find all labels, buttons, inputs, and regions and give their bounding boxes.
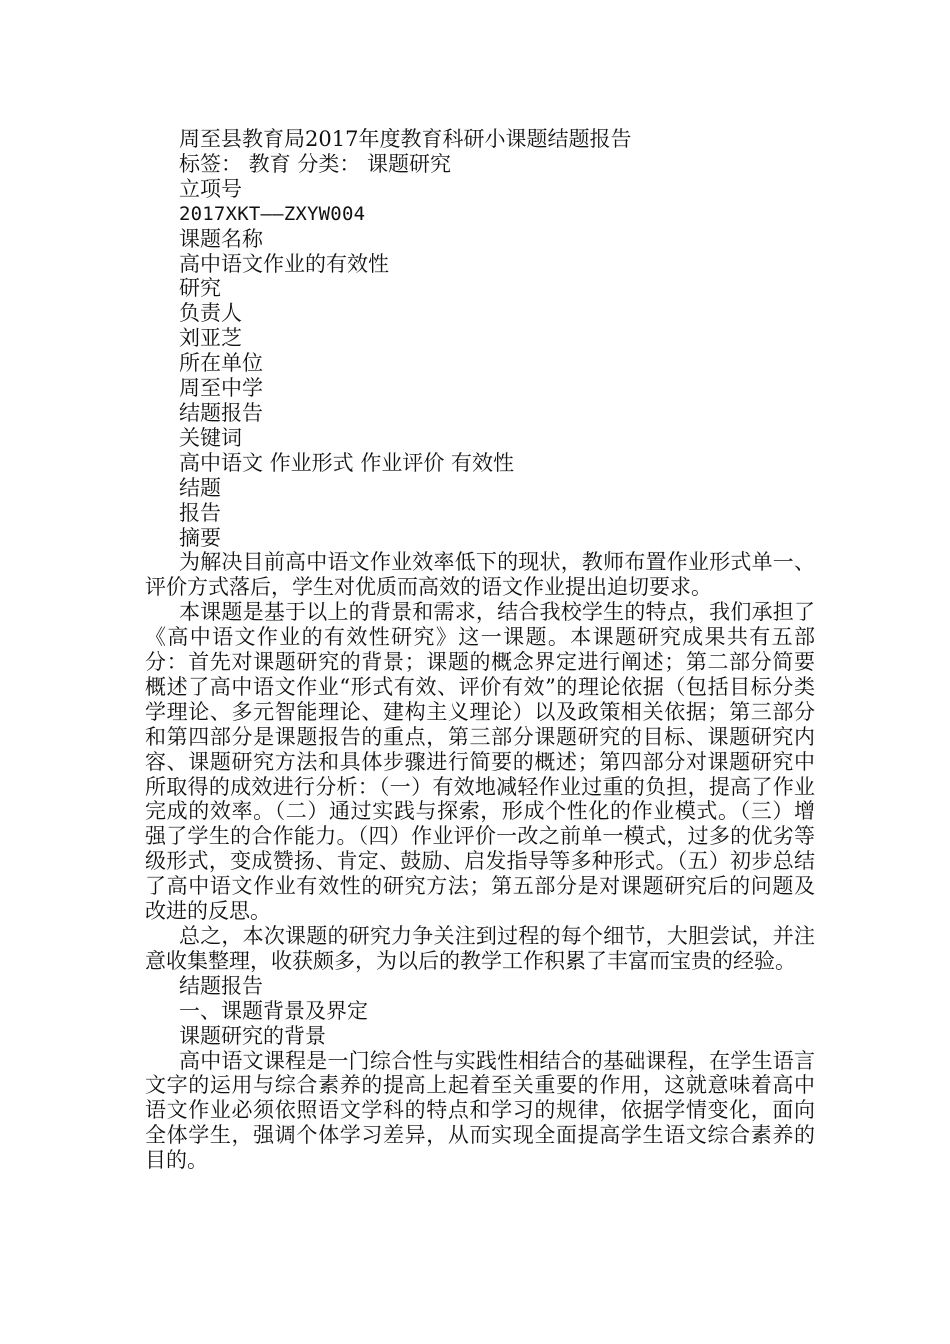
meta-line: 标签： 教育 分类： 课题研究 [179, 151, 452, 176]
field-value-leader: 刘亚芝 [179, 326, 242, 351]
section-heading: 一、课题背景及界定 [179, 998, 368, 1023]
field-label-report-2: 报告 [179, 500, 221, 525]
field-value-project-name: 高中语文作业的有效性 [179, 251, 389, 276]
abstract-paragraph: 总之，本次课题的研究力争关注到过程的每个细节，大胆尝试，并注意收集整理，收获颇多，为以后的教学工作积累了丰富而宝贵的经验。 [145, 924, 815, 973]
field-value-keywords: 高中语文 作业形式 作业评价 有效性 [179, 450, 515, 475]
field-label-abstract: 摘要 [179, 525, 221, 550]
field-label-keywords: 关键词 [179, 425, 242, 450]
body-paragraph: 高中语文课程是一门综合性与实践性相结合的基础课程，在学生语言文字的运用与综合素养的提高上起着至关重要的作用，这就意味着高中语文作业必须依照语文学科的特点和学习的规律，依据学情变化，面向全体学生，强调个体学习差异，从而实现全面提高学生语文综合素养的目的。 [145, 1048, 815, 1173]
document-body [145, 127, 815, 1173]
field-label-research: 研究 [179, 276, 221, 301]
report-heading: 结题报告 [179, 973, 263, 998]
document-title: 周至县教育局2017年度教育科研小课题结题报告 [179, 127, 632, 151]
field-label-project-name: 课题名称 [179, 226, 263, 251]
abstract-paragraph: 本课题是基于以上的背景和需求，结合我校学生的特点，我们承担了《高中语文作业的有效性研究》这一课题。本课题研究成果共有五部分：首先对课题研究的背景；课题的概念界定进行阐述；第二部分简要概述了高中语文作业“形式有效、评价有效”的理论依据（包括目标分类学理论、多元智能理论、建构主义理论）以及政策相关依据；第三部分和第四部分是课题报告的重点，第三部分课题研究的目标、课题研究内容、课题研究方法和具体步骤进行简要的概述；第四部分对课题研究中所取得的成效进行分析：（一）有效地减轻作业过重的负担，提高了作业完成的效率。（二）通过实践与探索，形成个性化的作业模式。（三）增强了学生的合作能力。（四）作业评价一改之前单一模式，过多的优劣等级形式，变成赞扬、肯定、鼓励、启发指导等多种形式。（五）初步总结了高中语文作业有效性的研究方法；第五部分是对课题研究后的问题及改进的反思。 [145, 600, 815, 924]
field-label-unit: 所在单位 [179, 351, 263, 376]
field-label-project-number: 立项号 [179, 176, 242, 201]
field-label-leader: 负责人 [179, 301, 242, 326]
field-value-project-number: 2017XKT——ZXYW004 [179, 202, 366, 225]
field-label-report: 结题报告 [179, 400, 263, 425]
field-value-unit: 周至中学 [179, 376, 263, 401]
subsection-heading: 课题研究的背景 [179, 1023, 326, 1048]
abstract-paragraph: 为解决目前高中语文作业效率低下的现状，教师布置作业形式单一、评价方式落后，学生对优质而高效的语文作业提出迫切要求。 [145, 550, 815, 600]
field-label-conclusion: 结题 [179, 475, 221, 500]
